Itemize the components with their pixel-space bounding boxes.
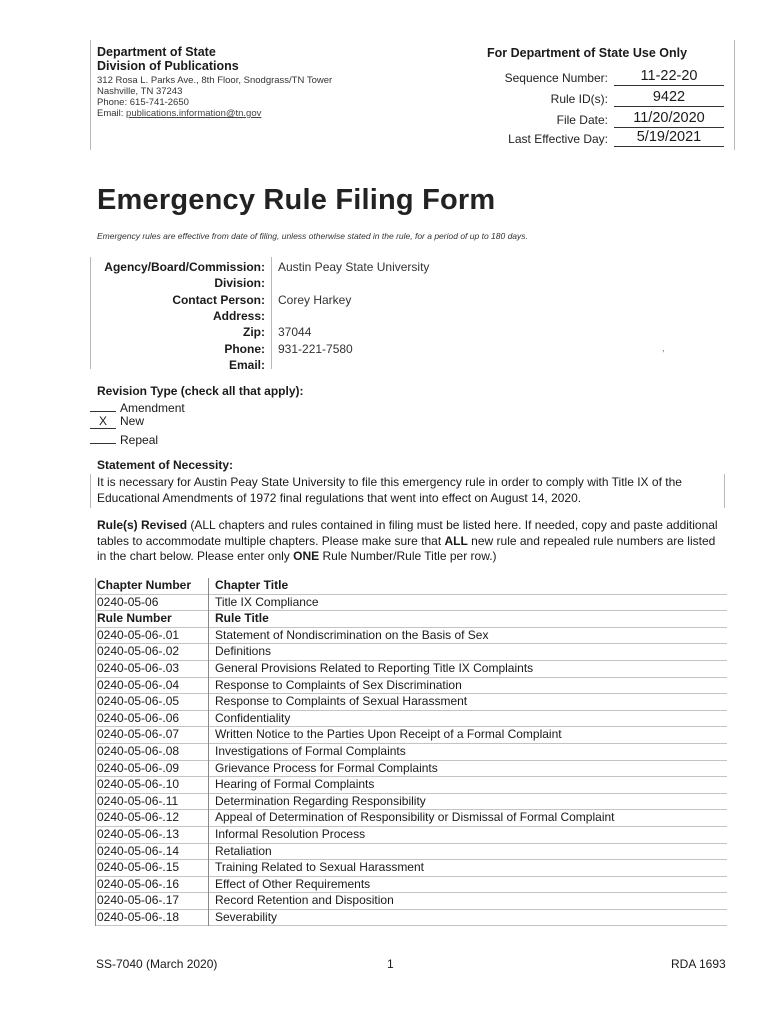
rda-number: RDA 1693 [671, 957, 726, 971]
rules-intro-one: ONE [293, 549, 320, 563]
department-heading [97, 45, 239, 73]
column-divider [208, 860, 209, 877]
column-divider [208, 810, 209, 827]
title-cell: Record Retention and Disposition [215, 893, 394, 908]
title-cell: Definitions [215, 644, 272, 659]
division-name: Division of Publications [97, 59, 239, 73]
form-subtitle: Emergency rules are effective from date of filing, unless otherwise stated in the rule, for a period of up to 180 days. [97, 231, 528, 241]
agency-field-label: Email: [228, 357, 265, 372]
table-row [95, 877, 727, 894]
table-left-border [95, 578, 96, 926]
agency-field-value: Corey Harkey [278, 292, 352, 307]
agency-divider [271, 257, 272, 369]
number-cell: 0240-05-06-.10 [97, 777, 180, 792]
title-cell: Retaliation [215, 843, 272, 858]
column-divider [208, 644, 209, 661]
table-row [95, 893, 727, 910]
revision-checkbox[interactable] [90, 398, 116, 412]
rules-revised-lead: Rule(s) Revised [97, 518, 188, 532]
title-cell: Response to Complaints of Sex Discrimination [215, 677, 462, 692]
agency-row [0, 276, 770, 292]
table-row [95, 744, 727, 761]
department-name: Department of State [97, 45, 216, 59]
agency-field-label: Contact Person: [172, 292, 265, 307]
number-cell: 0240-05-06-.03 [97, 660, 180, 675]
state-use-field [440, 89, 730, 109]
rules-table [95, 578, 727, 926]
agency-field-label: Division: [214, 276, 265, 291]
revision-type-title: Revision Type (check all that apply): [97, 384, 304, 398]
number-cell: 0240-05-06-.07 [97, 727, 180, 742]
state-use-field [440, 129, 730, 149]
column-divider [208, 628, 209, 645]
number-cell: 0240-05-06-.18 [97, 909, 180, 924]
number-cell: 0240-05-06-.12 [97, 810, 180, 825]
title-cell: Statement of Nondiscrimination on the Basis of Sex [215, 627, 489, 642]
necessity-title: Statement of Necessity: [97, 458, 234, 472]
agency-row [0, 260, 770, 276]
state-use-field [440, 68, 730, 88]
number-cell: 0240-05-06-.04 [97, 677, 180, 692]
table-row [95, 727, 727, 744]
revision-option-label: Amendment [120, 401, 185, 415]
state-use-title: For Department of State Use Only [487, 46, 688, 60]
table-row [95, 827, 727, 844]
table-row [95, 678, 727, 695]
column-divider [208, 678, 209, 695]
agency-row [0, 325, 770, 341]
column-header: Rule Title [215, 611, 269, 626]
number-cell: 0240-05-06-.13 [97, 826, 180, 841]
table-row [95, 777, 727, 794]
stray-mark: , [662, 343, 665, 353]
column-divider [208, 794, 209, 811]
table-row [95, 711, 727, 728]
state-use-field-label: Last Effective Day: [508, 132, 608, 146]
state-use-field-value: 11/20/2020 [614, 110, 724, 128]
column-divider [208, 761, 209, 778]
column-divider [208, 694, 209, 711]
number-cell: 0240-05-06-.06 [97, 710, 180, 725]
chapter-header-row [95, 578, 727, 595]
table-row [95, 794, 727, 811]
column-divider [208, 844, 209, 861]
table-row [95, 844, 727, 861]
form-title: Emergency Rule Filing Form [97, 184, 496, 216]
column-header: Chapter Number [97, 578, 192, 592]
number-cell: 0240-05-06-.02 [97, 644, 180, 659]
title-cell: Investigations of Formal Complaints [215, 743, 406, 758]
title-cell: Hearing of Formal Complaints [215, 777, 375, 792]
agency-row [0, 342, 770, 358]
title-cell: Training Related to Sexual Harassment [215, 860, 424, 875]
agency-field-value: 931-221-7580 [278, 341, 353, 356]
column-divider [208, 611, 209, 628]
phone-line: Phone: 615-741-2650 [97, 97, 189, 108]
rule-header-row [95, 611, 727, 628]
table-row [95, 644, 727, 661]
number-cell: 0240-05-06-.05 [97, 694, 180, 709]
agency-row [0, 309, 770, 325]
revision-checkbox[interactable] [90, 430, 116, 444]
rules-intro-all: ALL [444, 533, 468, 548]
rules-intro-part3: Rule Number/Rule Title per row.) [319, 549, 497, 563]
form-number: SS-7040 (March 2020) [96, 957, 218, 971]
revision-option [90, 414, 144, 429]
revision-option [90, 430, 158, 447]
agency-field-label: Phone: [224, 341, 265, 356]
column-divider [208, 711, 209, 728]
column-divider [208, 877, 209, 894]
revision-option-label: Repeal [120, 433, 159, 447]
table-row [95, 661, 727, 678]
table-row [95, 910, 727, 927]
state-use-field [440, 110, 730, 130]
revision-checkbox[interactable]: X [90, 415, 116, 429]
title-cell: General Provisions Related to Reporting Title IX Complaints [215, 660, 534, 675]
agency-field-label: Agency/Board/Commission: [104, 260, 265, 274]
title-cell: Determination Regarding Responsibility [215, 793, 426, 808]
email-label: Email: [97, 108, 124, 119]
title-cell: Grievance Process for Formal Complaints [215, 760, 438, 775]
state-use-field-label: Rule ID(s): [550, 92, 608, 106]
email-line [97, 108, 332, 119]
number-cell: 0240-05-06 [97, 594, 159, 609]
number-cell: 0240-05-06-.01 [97, 627, 180, 642]
column-header: Chapter Title [215, 578, 289, 592]
state-use-field-value: 5/19/2021 [614, 129, 724, 147]
agency-field-label: Zip: [243, 325, 265, 340]
column-divider [208, 777, 209, 794]
email-link[interactable]: publications.information@tn.gov [126, 108, 262, 119]
state-use-field-value: 9422 [614, 89, 724, 107]
state-use-field-value: 11-22-20 [614, 68, 724, 86]
table-row [95, 761, 727, 778]
column-header: Rule Number [97, 611, 172, 626]
title-cell: Effect of Other Requirements [215, 876, 371, 891]
chapter-row [95, 595, 727, 612]
necessity-text: It is necessary for Austin Peay State University to file this emergency rule in order to comply with Title IX of the Educational Amendments of 1972 final regulations that went into effect on August 14, 2020. [97, 475, 682, 505]
number-cell: 0240-05-06-.14 [97, 843, 180, 858]
number-cell: 0240-05-06-.09 [97, 760, 180, 775]
revision-option-label: New [120, 414, 145, 428]
table-row [95, 810, 727, 827]
number-cell: 0240-05-06-.17 [97, 893, 180, 908]
agency-row [0, 293, 770, 309]
necessity-right-rule [724, 474, 725, 508]
column-divider [208, 727, 209, 744]
address-line-2: Nashville, TN 37243 [97, 86, 183, 97]
contact-address [97, 75, 332, 119]
address-line-1: 312 Rosa L. Parks Ave., 8th Floor, Snodgrass/TN Tower [97, 75, 333, 86]
agency-field-value: Austin Peay State University [278, 260, 430, 274]
column-divider [208, 578, 209, 595]
number-cell: 0240-05-06-.08 [97, 743, 180, 758]
number-cell: 0240-05-06-.15 [97, 860, 180, 875]
number-cell: 0240-05-06-.16 [97, 876, 180, 891]
title-cell: Severability [215, 909, 278, 924]
title-cell: Written Notice to the Parties Upon Receipt of a Formal Complaint [215, 727, 562, 742]
table-row [95, 694, 727, 711]
title-cell: Appeal of Determination of Responsibility or Dismissal of Formal Complaint [215, 810, 615, 825]
column-divider [208, 827, 209, 844]
revision-option [90, 398, 185, 415]
column-divider [208, 595, 209, 612]
state-use-field-label: File Date: [556, 113, 608, 127]
table-row [95, 860, 727, 877]
page-number: 1 [387, 957, 394, 971]
title-cell: Response to Complaints of Sexual Harassment [215, 694, 468, 709]
title-cell: Confidentiality [215, 710, 291, 725]
title-cell: Title IX Compliance [215, 594, 319, 609]
table-row [95, 628, 727, 645]
column-divider [208, 744, 209, 761]
column-divider [208, 893, 209, 910]
agency-field-value: 37044 [278, 325, 312, 340]
column-divider [208, 661, 209, 678]
rules-revised-instructions [97, 518, 727, 565]
state-use-field-label: Sequence Number: [504, 71, 608, 85]
agency-field-label: Address: [212, 308, 265, 323]
rules-intro-part2: new rule and repealed rule numbers are listed in the chart below. Please enter only [97, 533, 716, 563]
agency-row [0, 358, 770, 374]
column-divider [208, 910, 209, 927]
necessity-left-rule [90, 474, 91, 508]
number-cell: 0240-05-06-.11 [97, 793, 179, 808]
title-cell: Informal Resolution Process [215, 826, 366, 841]
agency-left-rule [90, 257, 91, 369]
rules-intro-part1: (ALL chapters and rules contained in filing must be listed here. If needed, copy and paste additional tables to accommodate multiple chapters. Please make sure that [97, 518, 718, 548]
